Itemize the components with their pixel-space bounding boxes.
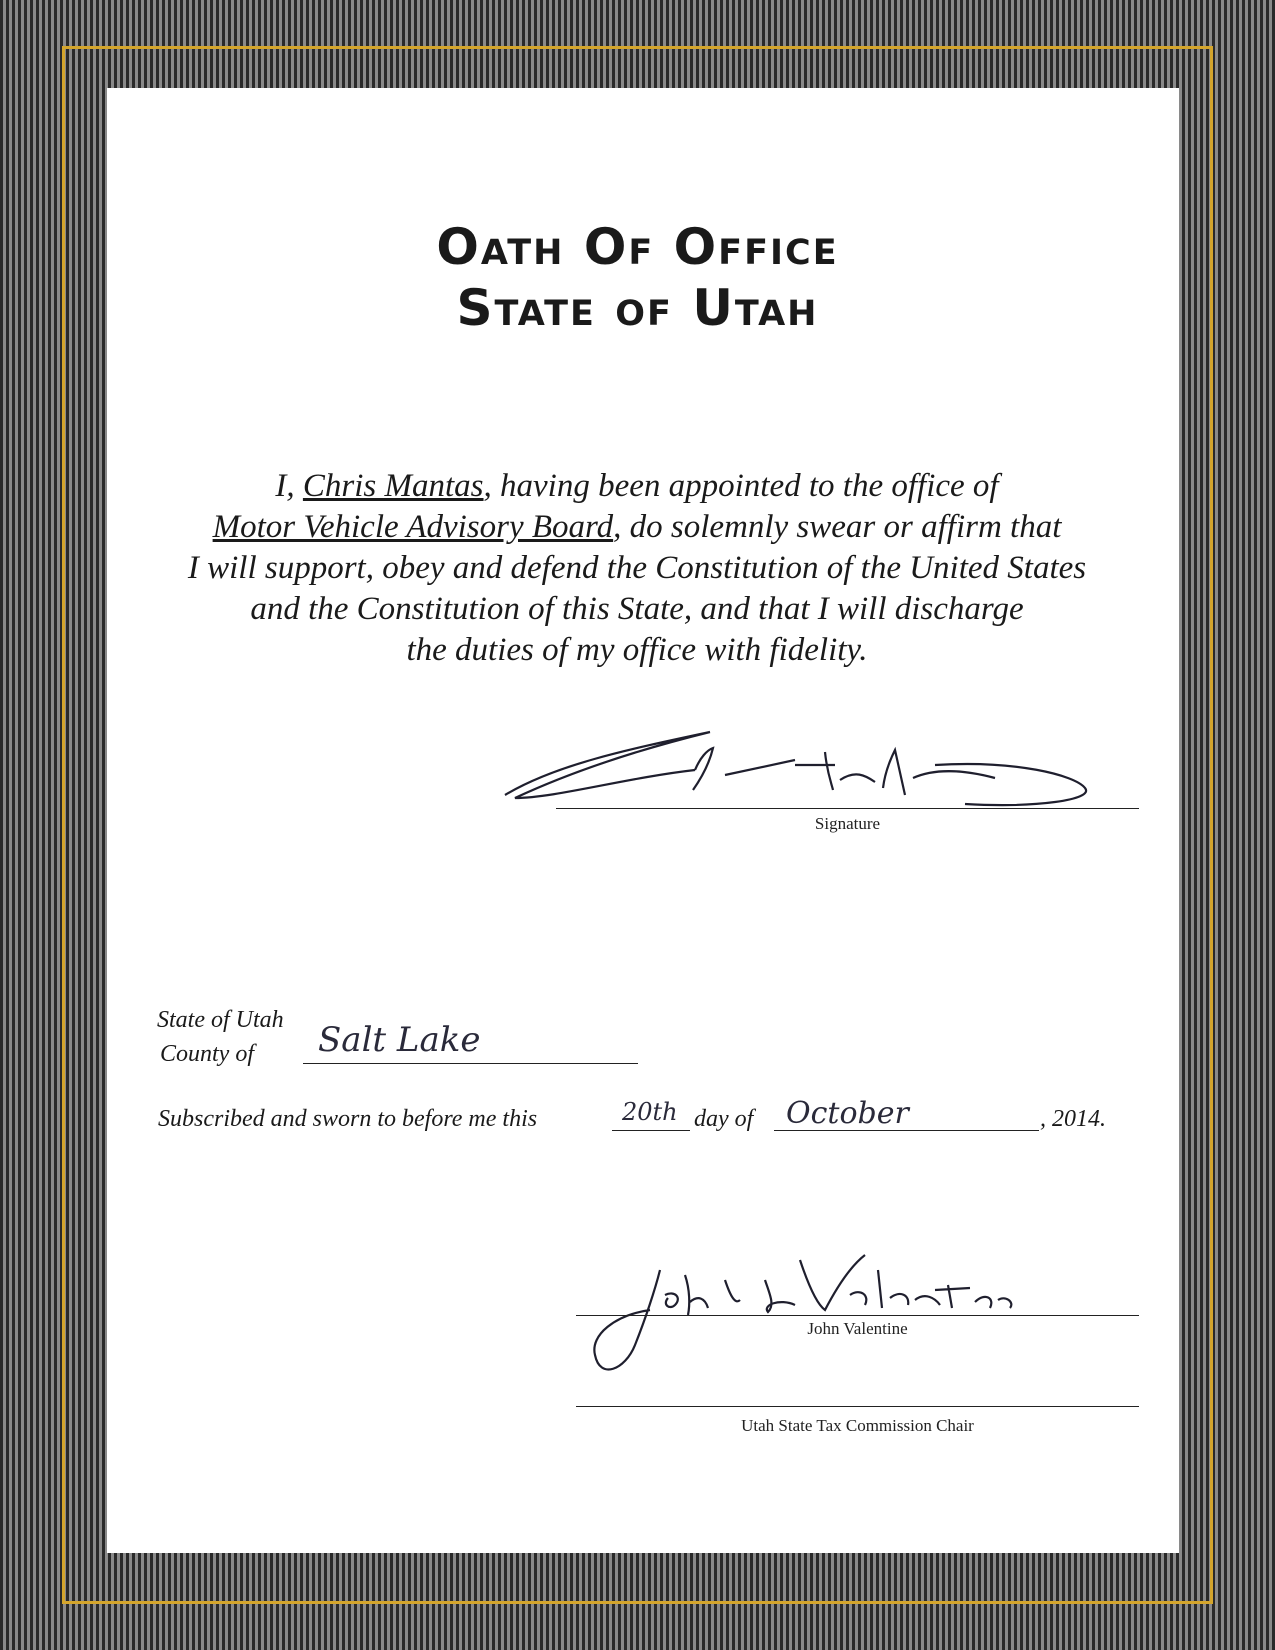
day-of-label: day of [694, 1106, 754, 1132]
oath-line-4: and the Constitution of this State, and that I will discharge [250, 591, 1024, 627]
state-label: State of Utah [157, 1007, 284, 1033]
oath-line-1: I, Chris Mantas, having been appointed to the office of [275, 468, 999, 504]
appointee-signature [495, 720, 1115, 820]
signature-caption: Signature [814, 814, 881, 833]
county-line [303, 1063, 638, 1064]
document-title-line2: State of Utah [456, 279, 819, 337]
oath-line-3: I will support, obey and defend the Constitution of the United States [187, 550, 1087, 586]
day-value: 20th [622, 1098, 678, 1126]
year-label: , 2014. [1040, 1106, 1106, 1132]
document-title-line1: Oath Of Office [436, 218, 839, 276]
month-value: October [786, 1096, 909, 1131]
appointee-name: Chris Mantas [302, 468, 484, 504]
county-label: County of [160, 1041, 254, 1067]
officer-title: Utah State Tax Commission Chair [741, 1416, 974, 1435]
day-line [612, 1130, 690, 1131]
signature-line [556, 808, 1139, 809]
office-name: Motor Vehicle Advisory Board [212, 509, 614, 545]
sworn-text: Subscribed and sworn to before me this [158, 1106, 538, 1132]
oath-line-2: Motor Vehicle Advisory Board, do solemnly swear or affirm that [212, 509, 1062, 545]
county-value: Salt Lake [318, 1020, 481, 1060]
oath-text [127, 466, 1147, 671]
officer-name: John Valentine [807, 1319, 908, 1338]
officer-title-line [576, 1406, 1139, 1407]
oath-line-5: the duties of my office with fidelity. [406, 632, 868, 668]
officer-name-line [576, 1315, 1139, 1316]
